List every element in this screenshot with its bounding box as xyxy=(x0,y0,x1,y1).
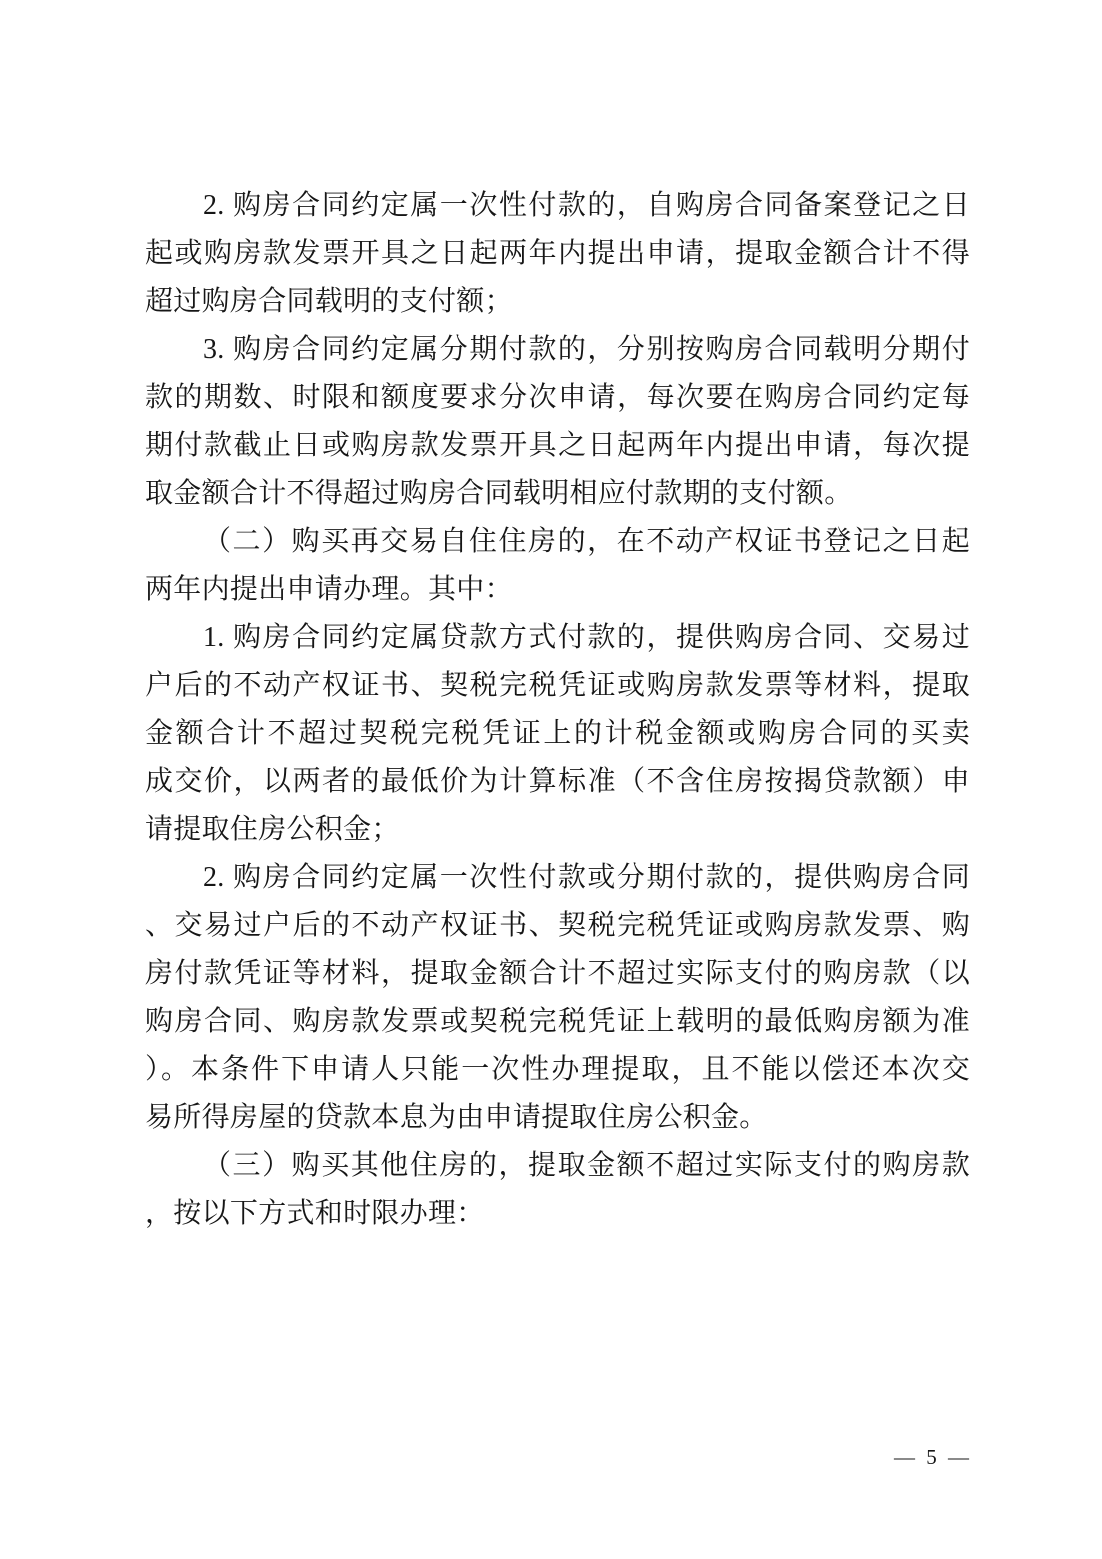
text-line: ）。本条件下申请人只能一次性办理提取，且不能以偿还本次交 xyxy=(145,1054,970,1085)
page-footer xyxy=(145,1442,970,1472)
text-line: 取金额合计不得超过购房合同载明相应付款期的支付额。 xyxy=(145,478,853,509)
page-number: — 5 — xyxy=(894,1445,970,1469)
text-line: 购房合同、购房款发票或契税完税凭证上载明的最低购房额为准 xyxy=(145,1006,970,1037)
text-line: 期付款截止日或购房款发票开具之日起两年内提出申请，每次提 xyxy=(145,430,970,461)
document-body xyxy=(145,182,970,1238)
text-line: （三）购买其他住房的，提取金额不超过实际支付的购房款 xyxy=(203,1150,970,1181)
text-line: 1. 购房合同约定属贷款方式付款的，提供购房合同、交易过 xyxy=(203,622,970,653)
text-line: 易所得房屋的贷款本息为由申请提取住房公积金。 xyxy=(145,1102,768,1133)
text-line: 请提取住房公积金； xyxy=(145,814,400,845)
text-line: 房付款凭证等材料，提取金额合计不超过实际支付的购房款（以 xyxy=(145,958,970,989)
text-line: 超过购房合同载明的支付额； xyxy=(145,286,513,317)
text-line: 3. 购房合同约定属分期付款的，分别按购房合同载明分期付 xyxy=(203,334,970,365)
text-line: 、交易过户后的不动产权证书、契税完税凭证或购房款发票、购 xyxy=(145,910,970,941)
text-line: 户后的不动产权证书、契税完税凭证或购房款发票等材料，提取 xyxy=(145,670,970,701)
text-line: 两年内提出申请办理。其中： xyxy=(145,574,513,605)
text-line: 2. 购房合同约定属一次性付款或分期付款的，提供购房合同 xyxy=(203,862,970,893)
text-line: 2. 购房合同约定属一次性付款的，自购房合同备案登记之日 xyxy=(203,190,970,221)
text-line: 起或购房款发票开具之日起两年内提出申请，提取金额合计不得 xyxy=(145,238,970,269)
text-line: 金额合计不超过契税完税凭证上的计税金额或购房合同的买卖 xyxy=(145,718,970,749)
text-line: ，按以下方式和时限办理： xyxy=(145,1198,485,1229)
text-line: （二）购买再交易自住住房的，在不动产权证书登记之日起 xyxy=(203,526,970,557)
text-line: 款的期数、时限和额度要求分次申请，每次要在购房合同约定每 xyxy=(145,382,970,413)
text-line: 成交价，以两者的最低价为计算标准（不含住房按揭贷款额）申 xyxy=(145,766,970,797)
